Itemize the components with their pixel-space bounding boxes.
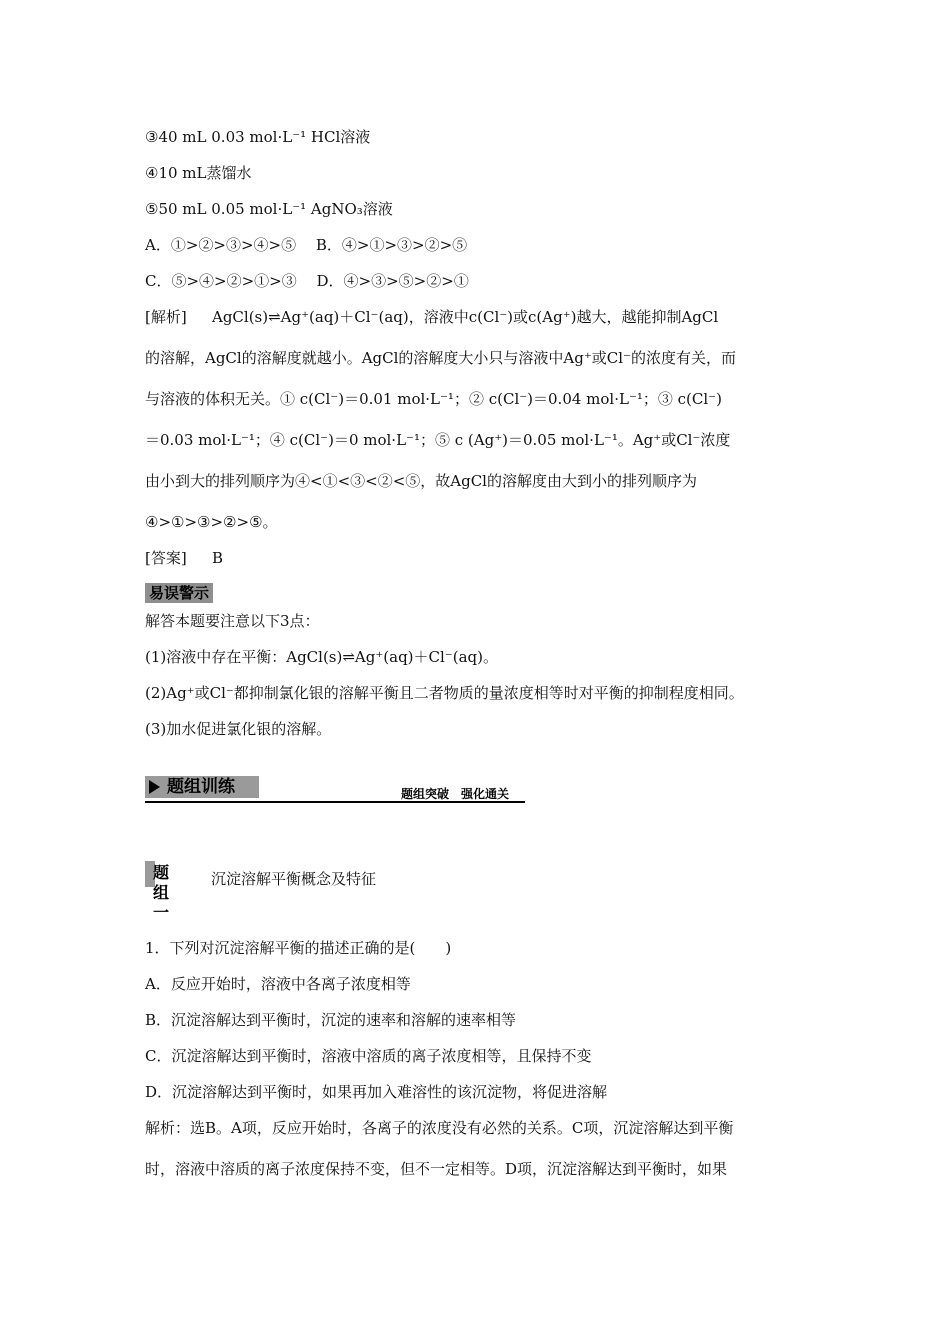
option-4: ④10 mL蒸馏水 (145, 164, 252, 182)
analysis-line-4: ＝0.03 mol·L⁻¹；④ c(Cl⁻)＝0 mol·L⁻¹；⑤ c (Ag⁺)＝0.05 mol·L⁻¹。Ag⁺或Cl⁻浓度 (145, 431, 731, 449)
section-banner (145, 776, 525, 803)
group-label: 题组一 (153, 863, 170, 922)
option-3: ③40 mL 0.03 mol·L⁻¹ HCl溶液 (145, 128, 371, 146)
banner-rule (145, 801, 525, 803)
warning-intro: 解答本题要注意以下3点： (145, 612, 320, 630)
warning-point-1: (1)溶液中存在平衡：AgCl(s)⇌Ag⁺(aq)＋Cl⁻(aq)。 (145, 648, 498, 666)
banner-subtitle: 题组突破 强化通关 (401, 787, 510, 801)
analysis-line-1: AgCl(s)⇌Ag⁺(aq)＋Cl⁻(aq)，溶液中c(Cl⁻)或c(Ag⁺)越大，越能抑制AgCl (212, 308, 719, 326)
question-option-b: B．沉淀溶解达到平衡时，沉淀的速率和溶解的速率相等 (145, 1011, 517, 1029)
choice-row-ab: A．①>②>③>④>⑤ B．④>①>③>②>⑤ (145, 236, 468, 254)
question-option-d: D．沉淀溶解达到平衡时，如果再加入难溶性的该沉淀物，将促进溶解 (145, 1083, 608, 1101)
question-option-c: C．沉淀溶解达到平衡时，溶液中溶质的离子浓度相等，且保持不变 (145, 1047, 592, 1065)
analysis-line-5: 由小到大的排列顺序为④<①<③<②<⑤，故AgCl的溶解度由大到小的排列顺序为 (145, 472, 697, 490)
choice-row-cd: C．⑤>④>②>①>③ D．④>③>⑤>②>① (145, 272, 469, 290)
question-analysis-line-2: 时，溶液中溶质的离子浓度保持不变，但不一定相等。D项，沉淀溶解达到平衡时，如果 (145, 1160, 728, 1178)
warning-point-3: (3)加水促进氯化银的溶解。 (145, 720, 332, 738)
question-stem: 1．下列对沉淀溶解平衡的描述正确的是( ) (145, 939, 452, 957)
analysis-label: [解析] (145, 308, 187, 326)
analysis-line-6: ④>①>③>②>⑤。 (145, 513, 278, 531)
warning-point-2: (2)Ag⁺或Cl⁻都抑制氯化银的溶解平衡且二者物质的量浓度相等时对平衡的抑制程度相同。 (145, 684, 744, 702)
warning-badge: 易误警示 (145, 583, 213, 603)
analysis-line-3: 与溶液的体积无关。① c(Cl⁻)＝0.01 mol·L⁻¹；② c(Cl⁻)＝0.04 mol·L⁻¹；③ c(Cl⁻) (145, 390, 722, 408)
group-title: 沉淀溶解平衡概念及特征 (211, 870, 377, 888)
question-option-a: A．反应开始时，溶液中各离子浓度相等 (145, 975, 411, 993)
option-5: ⑤50 mL 0.05 mol·L⁻¹ AgNO₃溶液 (145, 200, 393, 218)
question-analysis-line-1: 解析：选B。A项，反应开始时，各离子的浓度没有必然的关系。C项，沉淀溶解达到平衡 (145, 1119, 734, 1137)
play-triangle-icon (149, 780, 160, 794)
banner-title: 题组训练 (167, 777, 235, 797)
answer-value: B (212, 549, 224, 567)
analysis-line-2: 的溶解，AgCl的溶解度就越小。AgCl的溶解度大小只与溶液中Ag⁺或Cl⁻的浓度有关，而 (145, 349, 736, 367)
answer-label: [答案] (145, 549, 187, 567)
